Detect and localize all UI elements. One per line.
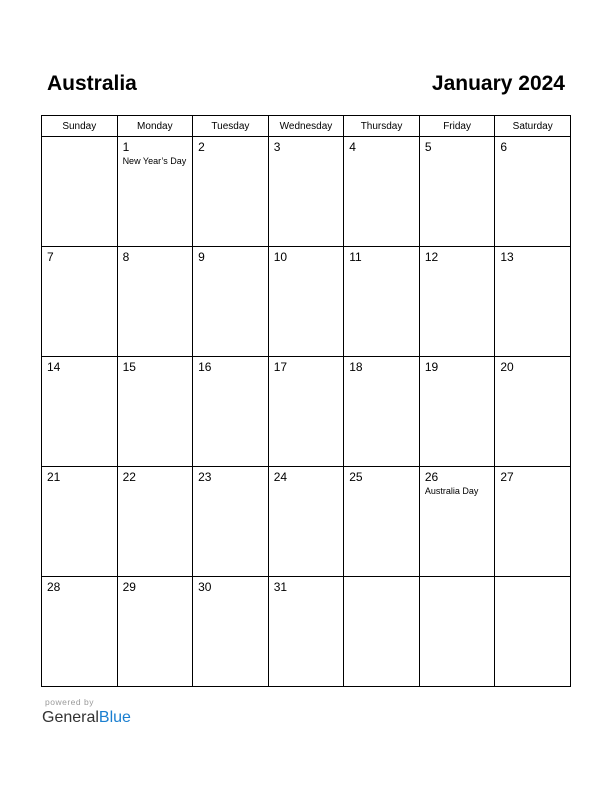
- day-number: 3: [273, 140, 281, 154]
- day-number: 20: [500, 360, 514, 374]
- day-cell: [419, 577, 495, 687]
- brand-blue-text: Blue: [98, 709, 131, 726]
- powered-by-label: powered by: [45, 697, 94, 707]
- month-title: January 2024: [431, 72, 565, 95]
- day-number: 31: [273, 580, 288, 594]
- day-number: 12: [424, 250, 439, 264]
- day-cell: [42, 357, 118, 467]
- day-cell: [193, 247, 269, 357]
- day-number: 28: [47, 580, 61, 594]
- day-number: [42, 137, 117, 140]
- day-cell: [495, 577, 571, 687]
- day-cell: [268, 357, 344, 467]
- day-cell: [268, 577, 344, 687]
- day-cell: [344, 467, 420, 577]
- day-number: 2: [198, 140, 205, 154]
- day-cell: [344, 137, 420, 247]
- day-number: 25: [349, 470, 363, 484]
- day-cell: [193, 137, 269, 247]
- day-cell: [268, 467, 344, 577]
- day-cell: [42, 137, 118, 247]
- country-title: Australia: [47, 72, 137, 95]
- day-cell: [193, 357, 269, 467]
- brand-logo-text: [42, 708, 131, 728]
- day-cell: [344, 247, 420, 357]
- week-row: [42, 357, 571, 467]
- day-cell: [268, 247, 344, 357]
- day-cell: [42, 577, 118, 687]
- day-number: 9: [198, 250, 205, 264]
- weekday-header: Friday: [419, 116, 495, 137]
- day-cell: [117, 247, 193, 357]
- day-number: 16: [198, 360, 212, 374]
- day-cell: [42, 247, 118, 357]
- weekday-header: Tuesday: [193, 116, 269, 137]
- day-number: 5: [424, 140, 432, 154]
- day-number: [344, 577, 419, 580]
- day-cell: [117, 357, 193, 467]
- day-number: 13: [500, 250, 514, 264]
- weekday-header-row: [42, 116, 571, 137]
- weekday-header: Saturday: [495, 116, 571, 137]
- day-number: 6: [500, 140, 508, 154]
- day-cell: [419, 357, 495, 467]
- week-row: [42, 577, 571, 687]
- day-cell: [419, 247, 495, 357]
- day-cell: [117, 137, 193, 247]
- day-number: 22: [122, 470, 136, 484]
- day-number: 7: [47, 250, 54, 264]
- day-cell: [495, 137, 571, 247]
- day-number: 11: [349, 250, 362, 264]
- day-number: 23: [198, 470, 212, 484]
- day-cell: [495, 357, 571, 467]
- weekday-header: Sunday: [42, 116, 118, 137]
- day-number: 30: [198, 580, 212, 594]
- day-cell: [419, 467, 495, 577]
- day-number: 14: [47, 360, 61, 374]
- generalblue-branding[interactable]: [42, 697, 131, 728]
- day-number: 10: [273, 250, 288, 264]
- day-number: 15: [122, 360, 136, 374]
- day-number: [495, 577, 570, 580]
- day-number: 26: [424, 470, 439, 484]
- day-cell: [495, 467, 571, 577]
- day-cell: [344, 357, 420, 467]
- holiday-label: New Year’s Day: [122, 156, 187, 166]
- week-row: [42, 467, 571, 577]
- day-number: 21: [47, 470, 61, 484]
- day-cell: [495, 247, 571, 357]
- day-cell: [344, 577, 420, 687]
- day-number: 17: [273, 360, 288, 374]
- week-row: [42, 137, 571, 247]
- day-cell: [42, 467, 118, 577]
- day-number: 29: [122, 580, 136, 594]
- day-cell: [268, 137, 344, 247]
- day-number: [420, 577, 495, 580]
- day-cell: [117, 467, 193, 577]
- day-number: 18: [349, 360, 363, 374]
- weekday-header: Monday: [117, 116, 193, 137]
- day-number: 24: [273, 470, 288, 484]
- day-cell: [193, 467, 269, 577]
- weekday-header: Thursday: [344, 116, 420, 137]
- day-number: 8: [122, 250, 130, 264]
- day-number: 27: [500, 470, 514, 484]
- day-cell: [193, 577, 269, 687]
- day-number: 4: [349, 140, 356, 154]
- calendar-grid: [41, 115, 571, 687]
- day-cell: [419, 137, 495, 247]
- holiday-label: Australia Day: [424, 486, 479, 496]
- brand-general-text: General: [42, 709, 99, 726]
- day-number: 1: [122, 140, 130, 154]
- day-number: 19: [424, 360, 439, 374]
- week-row: [42, 247, 571, 357]
- weekday-header: Wednesday: [268, 116, 344, 137]
- day-cell: [117, 577, 193, 687]
